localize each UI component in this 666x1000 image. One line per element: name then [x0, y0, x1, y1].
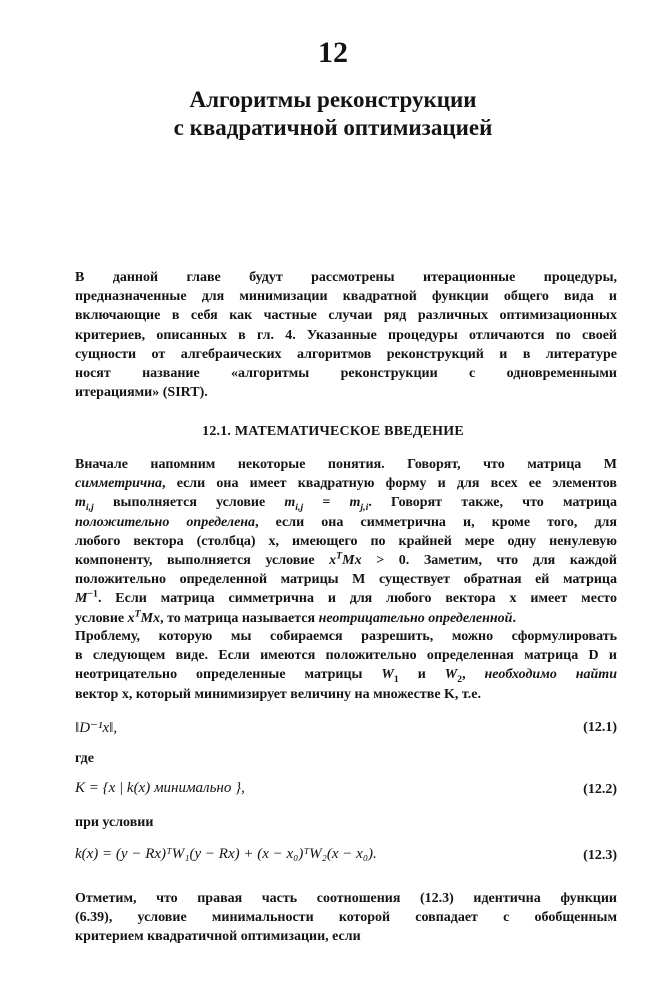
text-line: предназначенные для минимизации квадратной функции общего вида и: [75, 289, 617, 305]
math-sub: j,i: [360, 502, 369, 514]
text-span: =: [303, 495, 350, 511]
term-need-to-find: необходимо найти: [484, 667, 617, 683]
intro-paragraph: [75, 268, 617, 402]
math-sup: T: [336, 550, 343, 562]
text-line: [75, 551, 617, 570]
paragraph-note: [75, 889, 617, 947]
math-sub: i,j: [85, 502, 94, 514]
text-line: сущности от алгебраических алгоритмов реконструкций и в литературе: [75, 346, 617, 362]
text-line: носят название «алгоритмы реконструкции с одновременными: [75, 365, 617, 381]
math-sub: i,j: [295, 502, 304, 514]
text-line: в следующем виде. Если имеются положительно определенная матрица D и: [75, 648, 617, 664]
math-var: m: [284, 495, 296, 511]
text-line: [75, 474, 617, 493]
math-var: x: [329, 552, 337, 568]
chapter-title: [0, 86, 666, 142]
equation-expression: k(x) = (y − Rx)ᵀW₁(y − Rx) + (x − x₀)ᵀW₂(x − x₀).: [75, 846, 377, 862]
equation-number: (12.2): [583, 782, 617, 797]
text-span: , если она имеет квадратную форму и для всех ее элементов: [162, 476, 617, 492]
text-span: . Если матрица симметрична и для любого вектора x имеет место: [97, 591, 617, 607]
label-condition: при условии: [75, 815, 154, 830]
math-sup: T: [134, 607, 141, 619]
equation-12-2: [75, 780, 617, 802]
math-var: Mx: [342, 552, 362, 568]
text-line: [75, 589, 617, 608]
text-line: Отметим, что правая часть соотношения (12.3) идентична функции: [75, 891, 617, 906]
term-nonnegative-definite: неотрицательно определенной: [318, 610, 513, 626]
math-sub: 2: [457, 674, 463, 686]
text-line: критериев, описанных в гл. 4. Указанные процедуры отличаются по своей: [75, 327, 617, 343]
text-line: (6.39), условие минимальности которой совпадает с обобщенным: [75, 910, 617, 926]
label-where: где: [75, 751, 94, 766]
equation-12-3: [75, 846, 617, 868]
text-span: .: [512, 610, 516, 626]
text-line: Вначале напомним некоторые понятия. Говорят, что матрица M: [75, 457, 617, 472]
text-line: В данной главе будут рассмотрены итерационные процедуры,: [75, 270, 617, 285]
text-line: [75, 609, 617, 628]
section-heading: 12.1. МАТЕМАТИЧЕСКОЕ ВВЕДЕНИЕ: [202, 424, 464, 439]
text-span: неотрицательно определенные матрицы: [75, 667, 382, 683]
math-var: x: [127, 610, 135, 626]
text-span: и: [398, 667, 445, 683]
text-span: ,: [462, 667, 485, 683]
text-line: критерием квадратичной оптимизации, если: [75, 929, 361, 945]
text-span: компоненту, выполняется условие: [75, 552, 330, 568]
text-span: , если она симметрична и, кроме того, для: [255, 514, 617, 530]
math-var: Mx: [140, 610, 161, 626]
paragraph-definitions: [75, 455, 617, 628]
text-line: [75, 665, 617, 684]
text-span: . Говорят также, что матрица: [368, 495, 617, 511]
text-line: положительно определенной матрицы M существует обратная ей матрица: [75, 572, 617, 588]
text-span: условие: [75, 610, 128, 626]
paragraph-problem: [75, 627, 617, 704]
math-var: m: [75, 495, 86, 511]
math-sub: 1: [393, 674, 399, 686]
text-line: [75, 513, 617, 532]
chapter-number: 12: [318, 36, 348, 69]
equation-expression: K = {x | k(x) минимально },: [75, 780, 245, 796]
text-line: Проблему, которую мы собираемся разрешить, можно сформулировать: [75, 629, 617, 644]
equation-expression: ‖D⁻¹x‖,: [75, 720, 118, 736]
text-span: > 0. Заметим, что для каждой: [361, 552, 617, 568]
text-line: включающие в себя как частные случаи ряд различных оптимизационных: [75, 308, 617, 324]
equation-number: (12.1): [583, 720, 617, 735]
chapter-title-line-2: с квадратичной оптимизацией: [173, 115, 493, 140]
text-line: вектор x, который минимизирует величину на множестве K, т.е.: [75, 686, 481, 702]
text-line: [75, 493, 617, 512]
term-positive-definite: положительно определена: [75, 514, 256, 530]
math-sup: −1: [87, 588, 98, 600]
text-line: любого вектора (столбца) x, имеющего по крайней мере одну ненулевую: [75, 533, 617, 549]
text-span: выполняется условие: [93, 495, 285, 511]
term-symmetric: симметрична: [75, 476, 163, 492]
equation-number: (12.3): [583, 848, 617, 863]
math-var: m: [349, 495, 361, 511]
math-var: W: [381, 667, 394, 683]
text-span: , то матрица называется: [160, 610, 319, 626]
text-line: итерациями» (SIRT).: [75, 385, 208, 401]
math-var: M: [75, 591, 88, 607]
chapter-title-line-1: Алгоритмы реконструкции: [189, 87, 477, 112]
equation-12-1: [75, 718, 617, 740]
math-var: W: [444, 667, 458, 683]
